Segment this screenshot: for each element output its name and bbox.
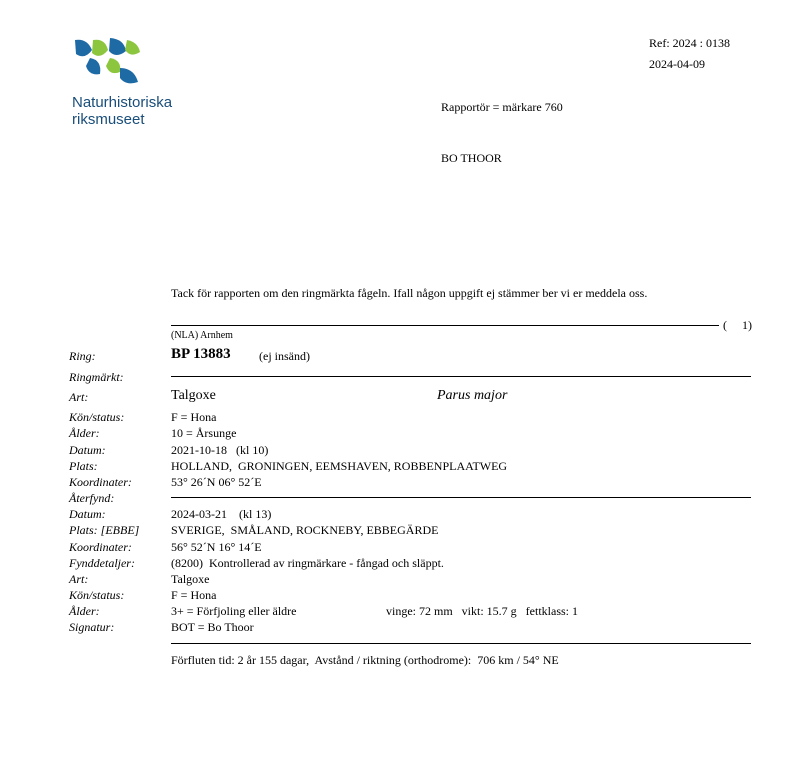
ring-scheme: (NLA) Arnhem	[171, 330, 233, 341]
alder-label: Ålder:	[69, 426, 100, 440]
museum-logo-mark-icon	[72, 38, 144, 88]
recovery-koord-label: Koordinater:	[69, 540, 132, 554]
kon-value: F = Hona	[171, 410, 217, 424]
recovery-datum-value: 2024-03-21 (kl 13)	[171, 507, 272, 521]
museum-logo	[72, 38, 144, 92]
recipient-name: BO THOOR	[441, 151, 502, 165]
plats-label: Plats:	[69, 459, 98, 473]
fynd-value: (8200) Kontrollerad av ringmärkare - fångad och släppt.	[171, 556, 444, 570]
intro-text: Tack för rapporten om den ringmärkta fågeln. Ifall någon uppgift ej stämmer ber vi er meddela oss.	[171, 286, 648, 300]
recovery-plats-value: SVERIGE, SMÅLAND, ROCKNEBY, EBBEGÄRDE	[171, 523, 439, 537]
signatur-value: BOT = Bo Thoor	[171, 620, 254, 634]
datum-label: Datum:	[69, 443, 106, 457]
recovery-alder-value: 3+ = Förfjoling eller äldre	[171, 604, 297, 618]
ring-note: (ej insänd)	[259, 349, 310, 363]
species-latin: Parus major	[437, 388, 508, 403]
plats-value: HOLLAND, GRONINGEN, EEMSHAVEN, ROBBENPLAATWEG	[171, 459, 508, 473]
recovery-alder-label: Ålder:	[69, 604, 100, 618]
page-marker: ( 1)	[723, 318, 752, 332]
summary-text: Förfluten tid: 2 år 155 dagar, Avstånd / riktning (orthodrome): 706 km / 54° NE	[171, 653, 559, 667]
signatur-label: Signatur:	[69, 620, 115, 634]
species-name: Talgoxe	[171, 388, 216, 403]
kon-label: Kön/status:	[69, 410, 125, 424]
recovery-koord-value: 56° 52´N 16° 14´E	[171, 540, 262, 554]
recovery-kon-label: Kön/status:	[69, 588, 125, 602]
recovery-art-label: Art:	[69, 572, 89, 586]
art-label: Art:	[69, 390, 89, 404]
recovery-separator	[171, 497, 751, 498]
alder-value: 10 = Årsunge	[171, 426, 237, 440]
letter-date: 2024-04-09	[649, 57, 705, 71]
logo-line-1: Naturhistoriska	[72, 94, 173, 111]
datum-value: 2021-10-18 (kl 10)	[171, 443, 269, 457]
bottom-separator	[171, 643, 751, 644]
ring-separator	[171, 376, 751, 377]
ring-label: Ring:	[69, 349, 96, 363]
top-separator	[171, 325, 719, 326]
recovery-kon-value: F = Hona	[171, 588, 217, 602]
reporter-line: Rapportör = märkare 760	[441, 100, 563, 114]
koord-value: 53° 26´N 06° 52´E	[171, 475, 262, 489]
recovery-datum-label: Datum:	[69, 507, 106, 521]
logo-text	[72, 94, 172, 128]
recovery-art-value: Talgoxe	[171, 572, 210, 586]
ring-number: BP 13883	[171, 346, 231, 362]
aterfynd-label: Återfynd:	[69, 491, 115, 505]
recovery-measures: vinge: 72 mm vikt: 15.7 g fettklass: 1	[386, 604, 578, 618]
ringmarkt-label: Ringmärkt:	[69, 370, 124, 384]
reference-number: Ref: 2024 : 0138	[649, 36, 730, 50]
fynd-label: Fynddetaljer:	[69, 556, 135, 570]
logo-line-2: riksmuseet	[72, 111, 145, 128]
recovery-plats-label: Plats: [EBBE]	[69, 523, 140, 537]
koord-label: Koordinater:	[69, 475, 132, 489]
